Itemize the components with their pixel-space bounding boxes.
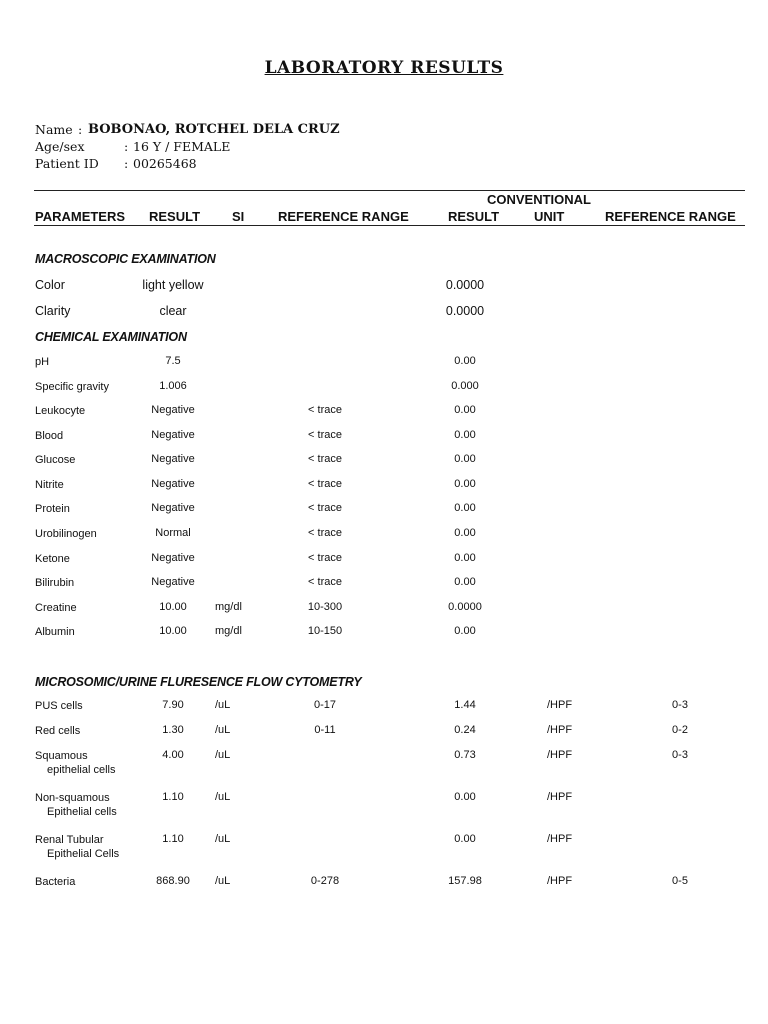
reference-range-cell: < trace xyxy=(308,404,342,416)
parameter-name: Non-squamous xyxy=(35,792,110,804)
si-unit-cell: /uL xyxy=(215,749,231,761)
parameter-cell xyxy=(35,478,64,492)
section-chemical: CHEMICAL EXAMINATION xyxy=(35,330,187,344)
conventional-unit-cell: /HPF xyxy=(547,833,573,845)
header-conv-reference-range: REFERENCE RANGE xyxy=(605,209,736,224)
parameter-name-continued: Epithelial cells xyxy=(47,806,117,818)
name-separator: : xyxy=(78,122,83,137)
parameter-cell xyxy=(35,601,77,615)
parameter-name: Color xyxy=(35,278,65,292)
parameter-cell xyxy=(35,502,70,516)
parameter-name: Urobilinogen xyxy=(35,528,97,540)
header-result: RESULT xyxy=(149,209,201,224)
header-conv-result: RESULT xyxy=(448,209,500,224)
conventional-reference-cell: 0-5 xyxy=(672,875,688,887)
result-cell: Negative xyxy=(151,429,195,441)
conventional-result-cell: 0.0000 xyxy=(445,278,485,292)
conventional-reference-cell: 0-2 xyxy=(672,724,688,736)
parameter-name: Leukocyte xyxy=(35,405,86,417)
result-cell: Normal xyxy=(155,527,191,539)
parameter-name: Specific gravity xyxy=(35,381,109,393)
result-cell: 1.10 xyxy=(162,833,184,845)
conventional-unit-cell: /HPF xyxy=(547,749,573,761)
header-top-rule xyxy=(34,190,745,191)
reference-range-cell: 10-150 xyxy=(307,625,343,637)
conventional-result-cell: 0.00 xyxy=(454,527,476,539)
si-unit-cell: /uL xyxy=(215,791,231,803)
result-cell: Negative xyxy=(151,478,195,490)
conventional-result-cell: 0.00 xyxy=(454,833,476,845)
parameter-name: Clarity xyxy=(35,304,71,318)
parameter-cell xyxy=(35,527,97,541)
parameter-cell xyxy=(35,429,63,443)
id-separator: : xyxy=(124,156,129,171)
reference-range-cell: < trace xyxy=(308,552,342,564)
parameter-cell xyxy=(35,278,65,292)
section-microscopic: MICROSOMIC/URINE FLURESENCE FLOW CYTOMETRY xyxy=(35,675,362,689)
patient-id: 00265468 xyxy=(133,156,197,171)
si-unit-cell: /uL xyxy=(215,724,231,736)
parameter-cell xyxy=(35,380,109,394)
header-bottom-rule xyxy=(34,225,745,226)
result-cell: 1.30 xyxy=(162,724,184,736)
result-cell: 1.10 xyxy=(162,791,184,803)
id-label: Patient ID xyxy=(35,156,99,171)
parameter-cell xyxy=(35,404,85,418)
parameter-cell xyxy=(35,453,75,467)
conventional-result-cell: 0.00 xyxy=(454,625,476,637)
header-conventional: CONVENTIONAL xyxy=(487,192,591,207)
conventional-result-cell: 0.00 xyxy=(454,502,476,514)
si-unit-cell: /uL xyxy=(215,833,231,845)
conventional-unit-cell: /HPF xyxy=(547,724,573,736)
reference-range-cell: < trace xyxy=(308,576,342,588)
parameter-name-continued: Epithelial Cells xyxy=(47,848,120,860)
conventional-unit-cell: /HPF xyxy=(547,699,573,711)
parameter-cell xyxy=(35,355,49,369)
parameter-cell xyxy=(35,749,115,777)
conventional-reference-cell: 0-3 xyxy=(672,749,688,761)
header-reference-range: REFERENCE RANGE xyxy=(278,209,409,224)
conventional-result-cell: 0.24 xyxy=(454,724,476,736)
parameter-cell xyxy=(35,699,83,713)
result-cell: Negative xyxy=(151,404,195,416)
reference-range-cell: 0-11 xyxy=(314,724,336,736)
reference-range-cell: < trace xyxy=(308,527,342,539)
conventional-result-cell: 157.98 xyxy=(448,875,482,887)
header-parameters: PARAMETERS xyxy=(35,209,126,224)
conventional-result-cell: 0.000 xyxy=(451,380,479,392)
section-macroscopic: MACROSCOPIC EXAMINATION xyxy=(35,252,216,266)
reference-range-cell: < trace xyxy=(308,502,342,514)
conventional-result-cell: 0.00 xyxy=(454,576,476,588)
result-cell: 1.006 xyxy=(159,380,187,392)
parameter-cell xyxy=(35,833,119,861)
reference-range-cell: < trace xyxy=(308,429,342,441)
reference-range-cell: 0-17 xyxy=(313,699,337,711)
result-cell: 7.5 xyxy=(165,355,181,367)
conventional-result-cell: 0.00 xyxy=(454,791,476,803)
result-cell: 10.00 xyxy=(159,625,187,637)
parameter-cell xyxy=(35,724,80,738)
parameter-name-continued: epithelial cells xyxy=(47,764,116,776)
parameter-name: Creatine xyxy=(35,602,77,614)
conventional-result-cell: 0.00 xyxy=(454,404,476,416)
result-cell: 4.00 xyxy=(162,749,184,761)
conventional-result-cell: 0.0000 xyxy=(445,304,485,318)
conventional-reference-cell: 0-3 xyxy=(672,699,688,711)
parameter-name: Glucose xyxy=(35,454,76,466)
parameter-name: Albumin xyxy=(35,626,75,638)
result-cell: light yellow xyxy=(142,278,204,292)
conventional-unit-cell: /HPF xyxy=(547,875,573,887)
si-unit-cell: /uL xyxy=(215,699,231,711)
reference-range-cell: < trace xyxy=(308,453,342,465)
parameter-cell xyxy=(35,552,70,566)
reference-range-cell: 10-300 xyxy=(307,601,343,613)
conventional-result-cell: 1.44 xyxy=(454,699,476,711)
result-cell: 7.90 xyxy=(162,699,184,711)
parameter-name: PUS cells xyxy=(35,700,83,712)
age-label: Age/sex xyxy=(35,139,85,154)
parameter-name: Bacteria xyxy=(35,876,76,888)
conventional-result-cell: 0.73 xyxy=(454,749,476,761)
conventional-result-cell: 0.0000 xyxy=(448,601,482,613)
result-cell: clear xyxy=(159,304,187,318)
result-cell: 868.90 xyxy=(156,875,190,887)
result-cell: 10.00 xyxy=(159,601,187,613)
reference-range-cell: 0-278 xyxy=(310,875,340,887)
conventional-result-cell: 0.00 xyxy=(454,552,476,564)
parameter-cell xyxy=(35,625,75,639)
conventional-result-cell: 0.00 xyxy=(454,355,476,367)
si-unit-cell: mg/dl xyxy=(215,601,242,613)
result-cell: Negative xyxy=(151,552,195,564)
header-si: SI xyxy=(232,209,245,224)
age-separator: : xyxy=(124,139,129,154)
header-conv-unit: UNIT xyxy=(534,209,565,224)
name-label: Name xyxy=(35,122,73,137)
parameter-name: Protein xyxy=(35,503,70,515)
result-cell: Negative xyxy=(151,502,195,514)
parameter-name: Squamous xyxy=(35,750,88,762)
si-unit-cell: /uL xyxy=(215,875,231,887)
patient-age-sex: 16 Y / FEMALE xyxy=(133,139,231,154)
parameter-name: Nitrite xyxy=(35,479,64,491)
parameter-name: Renal Tubular xyxy=(35,834,104,846)
parameter-name: Ketone xyxy=(35,553,70,565)
conventional-unit-cell: /HPF xyxy=(547,791,573,803)
patient-name: BOBONAO, ROTCHEL DELA CRUZ xyxy=(88,122,340,137)
parameter-name: Blood xyxy=(35,430,64,442)
si-unit-cell: mg/dl xyxy=(215,625,242,637)
parameter-cell xyxy=(35,875,75,889)
parameter-name: Bilirubin xyxy=(35,577,75,589)
result-cell: Negative xyxy=(151,453,195,465)
conventional-result-cell: 0.00 xyxy=(454,429,476,441)
report-title: LABORATORY RESULTS xyxy=(264,58,504,78)
result-cell: Negative xyxy=(151,576,195,588)
parameter-name: pH xyxy=(35,356,50,368)
parameter-name: Red cells xyxy=(35,725,81,737)
parameter-cell xyxy=(35,791,117,819)
reference-range-cell: < trace xyxy=(308,478,342,490)
parameter-cell xyxy=(35,304,70,318)
conventional-result-cell: 0.00 xyxy=(454,478,476,490)
conventional-result-cell: 0.00 xyxy=(454,453,476,465)
parameter-cell xyxy=(35,576,74,590)
